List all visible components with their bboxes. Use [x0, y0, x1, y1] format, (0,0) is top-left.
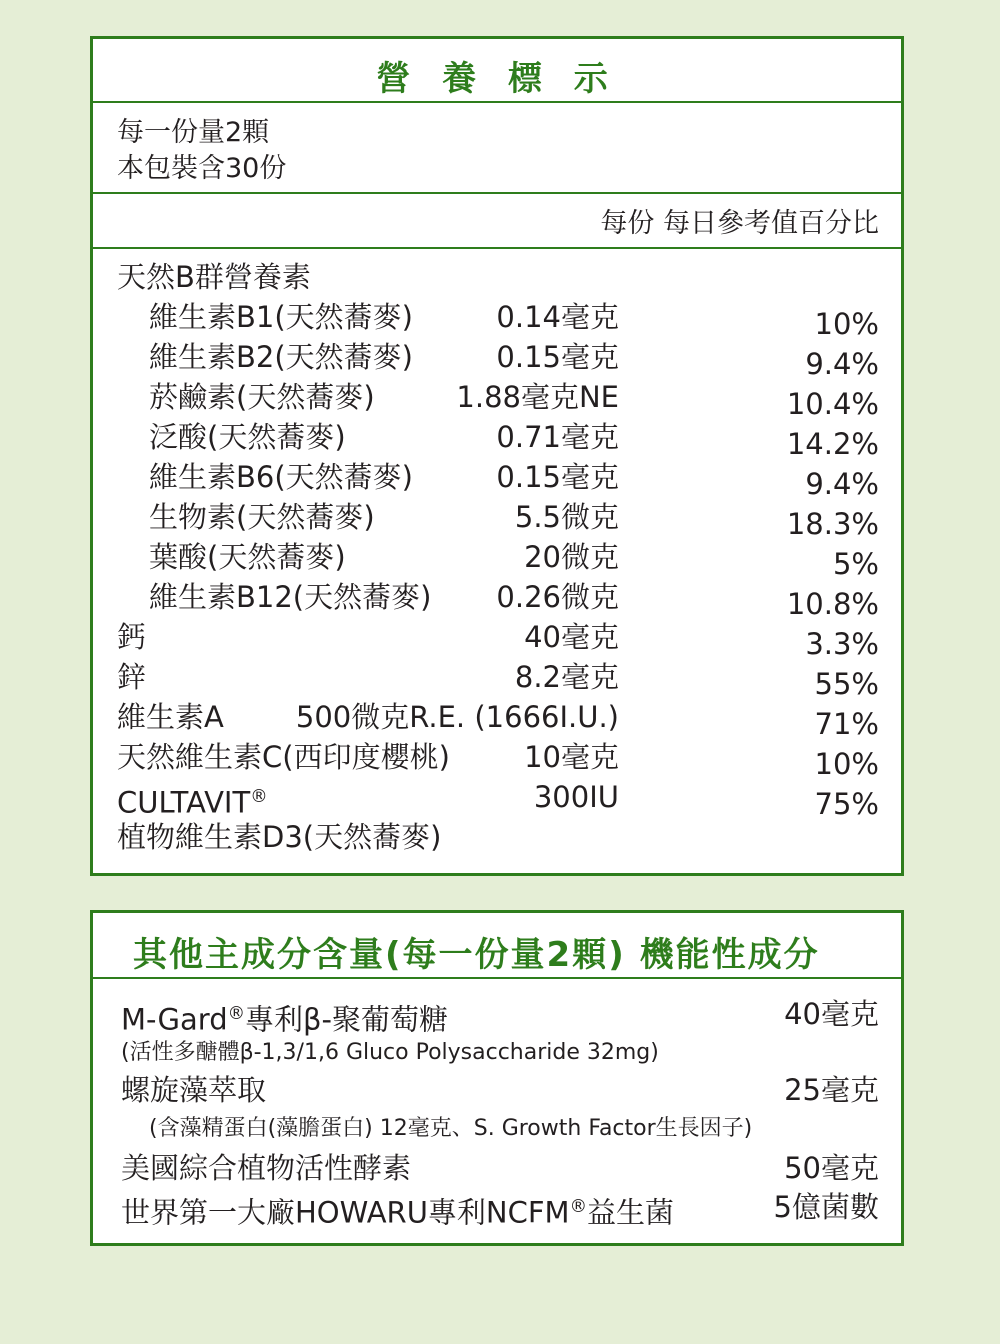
nutrient-name: 維生素B1(天然蕎麥): [149, 300, 413, 334]
nutrient-name: 維生素B6(天然蕎麥): [149, 460, 413, 494]
nutrient-name: 鋅: [117, 660, 147, 694]
nutrient-amount: 20微克: [524, 540, 619, 574]
nutrient-row: [93, 537, 901, 581]
nutrient-row: [93, 817, 901, 857]
registered-mark: ®: [250, 787, 268, 807]
nutrient-name: 天然維生素C(西印度櫻桃): [117, 740, 450, 774]
divider: [93, 192, 901, 194]
nutrient-row: [93, 497, 901, 541]
registered-mark: ®: [569, 1197, 587, 1217]
divider: [93, 977, 901, 979]
nutrient-percent: 10.4%: [786, 387, 879, 421]
ingredient-note: (活性多醣體β-1,3/1,6 Gluco Polysaccharide 32mg): [121, 1040, 659, 1065]
servings-per-pack: 本包裝含30份: [117, 153, 287, 184]
nutrient-amount: 5.5微克: [514, 500, 619, 534]
nutrient-row: [93, 297, 901, 341]
ingredient-row: [93, 1187, 901, 1230]
ingredient-row: [93, 994, 901, 1037]
divider: [93, 247, 901, 249]
nutrient-row: [93, 377, 901, 421]
nutrient-percent: 71%: [814, 707, 879, 741]
nutrient-amount: 0.26微克: [496, 580, 619, 614]
nutrient-percent: 18.3%: [786, 507, 879, 541]
nutrient-name: 植物維生素D3(天然蕎麥): [117, 820, 442, 854]
nutrient-row: [93, 657, 901, 701]
nutrient-name-wrap: [117, 777, 268, 822]
divider: [93, 101, 901, 103]
ingredient-name: 世界第一大廠HOWARU專利NCFM: [121, 1195, 570, 1230]
column-header: 每份 每日參考值百分比: [600, 208, 879, 239]
ingredient-name-wrap: [121, 994, 448, 1039]
nutrient-percent: 55%: [814, 667, 879, 701]
ingredient-note-row: [93, 1037, 901, 1069]
nutrient-row: [93, 697, 901, 741]
nutrient-percent: 3.3%: [805, 627, 879, 661]
nutrient-percent: 10%: [814, 307, 879, 341]
nutrient-amount: 300IU: [533, 780, 619, 814]
ingredient-amount: 40毫克: [784, 997, 879, 1031]
nutrient-name: 生物素(天然蕎麥): [149, 500, 375, 534]
ingredient-amount: 50毫克: [784, 1151, 879, 1185]
nutrient-name: 維生素A: [117, 700, 224, 734]
nutrient-row: [93, 417, 901, 461]
ingredient-amount: 5億菌數: [773, 1190, 879, 1224]
nutrient-percent: 10%: [814, 747, 879, 781]
ingredient-name-wrap: [121, 1187, 674, 1232]
nutrient-amount: 500微克R.E. (1666I.U.): [295, 700, 619, 734]
nutrient-row: [93, 617, 901, 661]
nutrient-name: 維生素B12(天然蕎麥): [149, 580, 432, 614]
ingredient-note-row: [93, 1113, 901, 1145]
ingredients-panel: [90, 910, 904, 1246]
serving-size: 每一份量2顆: [117, 117, 270, 148]
ingredient-name: M-Gard: [121, 1002, 228, 1037]
nutrient-amount: 1.88毫克NE: [456, 380, 619, 414]
nutrient-name: 維生素B2(天然蕎麥): [149, 340, 413, 374]
ingredients-title: 其他主成分含量(每一份量2顆) 機能性成分: [133, 935, 820, 975]
ingredient-name-suffix: 益生菌: [586, 1195, 674, 1230]
nutrient-row: [93, 337, 901, 381]
nutrient-percent: 10.8%: [786, 587, 879, 621]
nutrient-amount: 10毫克: [524, 740, 619, 774]
nutrient-amount: 40毫克: [524, 620, 619, 654]
nutrient-percent: 75%: [814, 787, 879, 821]
nutrient-name: CULTAVIT: [117, 785, 251, 820]
group-label: 天然B群營養素: [117, 260, 311, 294]
nutrient-amount: 8.2毫克: [514, 660, 619, 694]
ingredient-name: 美國綜合植物活性酵素: [121, 1151, 412, 1185]
nutrient-row: [93, 577, 901, 621]
ingredient-row: [93, 1070, 901, 1110]
nutrient-row: [93, 457, 901, 501]
nutrient-row: [93, 777, 901, 821]
nutrient-percent: 5%: [832, 547, 879, 581]
nutrition-title: 營 養 標 示: [376, 59, 618, 99]
ingredient-row: [93, 1148, 901, 1188]
ingredient-name: 螺旋藻萃取: [121, 1073, 267, 1107]
nutrient-name: 葉酸(天然蕎麥): [149, 540, 346, 574]
nutrient-amount: 0.14毫克: [496, 300, 619, 334]
nutrient-amount: 0.71毫克: [496, 420, 619, 454]
nutrient-amount: 0.15毫克: [496, 460, 619, 494]
ingredient-name-suffix: 專利β-聚葡萄糖: [245, 1002, 448, 1037]
nutrient-name: 鈣: [117, 620, 147, 654]
nutrient-percent: 9.4%: [805, 467, 879, 501]
ingredient-note: (含藻精蛋白(藻膽蛋白) 12毫克、S. Growth Factor生長因子): [149, 1116, 753, 1141]
nutrient-name: 菸鹼素(天然蕎麥): [149, 380, 375, 414]
nutrient-name: 泛酸(天然蕎麥): [149, 420, 346, 454]
registered-mark: ®: [227, 1004, 246, 1024]
nutrition-facts-panel: [90, 36, 904, 876]
group-row: [93, 257, 901, 297]
ingredient-amount: 25毫克: [784, 1073, 879, 1107]
nutrient-percent: 14.2%: [786, 427, 879, 461]
nutrient-percent: 9.4%: [805, 347, 879, 381]
nutrient-row: [93, 737, 901, 781]
nutrient-amount: 0.15毫克: [496, 340, 619, 374]
